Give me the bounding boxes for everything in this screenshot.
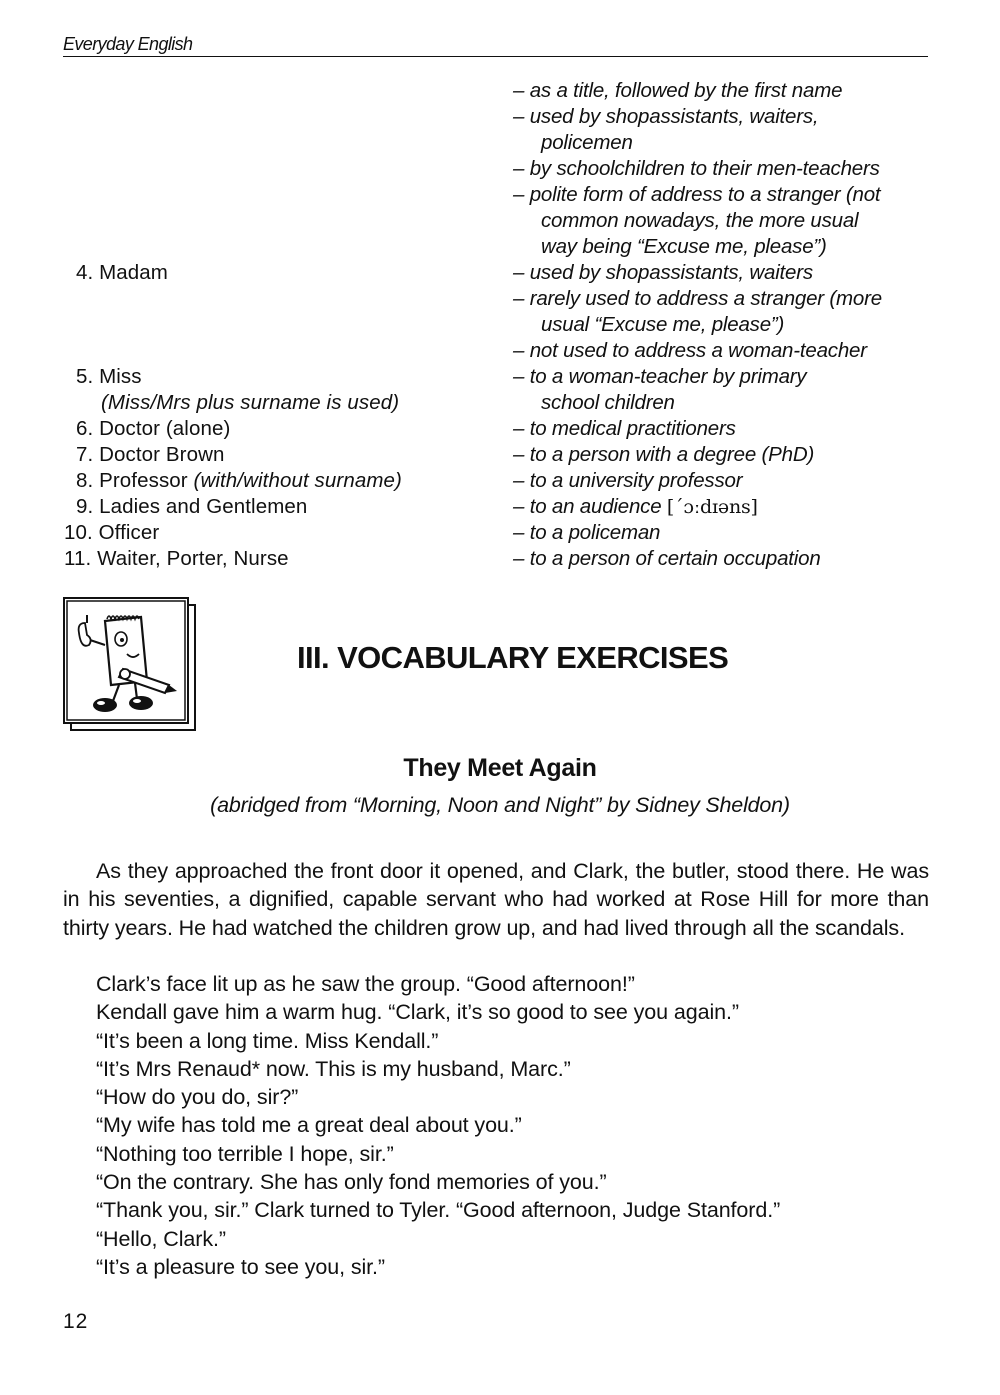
note-line: – polite form of address to a stranger (not — [513, 183, 881, 206]
note-line: – used by shopassistants, waiters, — [513, 105, 819, 128]
dialogue-line: “On the contrary. She has only fond memories of you.” — [96, 1170, 607, 1195]
story-paragraph: As they approached the front door it opened, and Clark, the butler, stood there. He was in his seventies, a dignified, capable servant who had worked at Rose Hill for more than thirty years. He had watched the children grow up, and had lived through all the scandals. — [63, 859, 929, 940]
notepad-mascot-icon — [63, 597, 189, 724]
note-text: – to an audience — [513, 495, 662, 518]
dialogue-line: “Thank you, sir.” Clark turned to Tyler. “Good afternoon, Judge Stanford.” — [96, 1198, 781, 1223]
dialogue-line: “My wife has told me a great deal about you.” — [96, 1113, 522, 1138]
note-line: – to a policeman — [513, 521, 661, 544]
note-line: common nowadays, the more usual — [541, 209, 859, 232]
notepad-mascot-icon — [65, 599, 187, 722]
dialogue-line: “It’s Mrs Renaud* now. This is my husband, Marc.” — [96, 1056, 571, 1081]
running-title: Everyday English — [63, 34, 193, 54]
address-term: 11. Waiter, Porter, Nurse — [64, 547, 289, 570]
address-term: 4. Madam — [76, 261, 168, 284]
dialogue-line: “How do you do, sir?” — [96, 1085, 299, 1110]
note-line: – to a person of certain occupation — [513, 547, 821, 570]
dialogue-line: Clark’s face lit up as he saw the group. “Good afternoon!” — [96, 972, 635, 996]
note-line: policemen — [541, 131, 633, 154]
address-term: 10. Officer — [64, 521, 160, 544]
page-number: 12 — [63, 1310, 89, 1333]
dialogue-line: “It’s been a long time. Miss Kendall.” — [96, 1028, 439, 1053]
story-title: They Meet Again — [403, 754, 597, 782]
section-title: III. VOCABULARY EXERCISES — [297, 640, 729, 675]
address-term-note: (with/without surname) — [193, 469, 402, 492]
note-line: – to a woman-teacher by primary — [513, 365, 807, 388]
note-line: way being “Excuse me, please”) — [541, 235, 827, 258]
note-line: – used by shopassistants, waiters — [513, 261, 813, 284]
dialogue-line: “Nothing too terrible I hope, sir.” — [96, 1141, 394, 1166]
note-line — [513, 494, 758, 520]
note-line: – as a title, followed by the first name — [513, 79, 843, 102]
dialogue-line: “Hello, Clark.” — [96, 1226, 226, 1251]
note-line: – to a university professor — [513, 469, 743, 492]
dialogue-list — [96, 970, 946, 1281]
note-line: – by schoolchildren to their men-teachers — [513, 157, 880, 180]
address-term: 5. Miss — [76, 365, 142, 388]
address-term-text: 8. Professor — [76, 469, 188, 492]
address-term — [76, 468, 402, 494]
address-term: 6. Doctor (alone) — [76, 417, 231, 440]
running-header — [63, 32, 928, 57]
address-term: 7. Doctor Brown — [76, 443, 225, 466]
dialogue-line: “It’s a pleasure to see you, sir.” — [96, 1254, 385, 1279]
note-line: usual “Excuse me, please”) — [541, 313, 785, 336]
note-line: – not used to address a woman-teacher — [513, 339, 867, 362]
story-source: (abridged from “Morning, Noon and Night” by Sidney Sheldon) — [210, 793, 790, 817]
note-line: school children — [541, 391, 675, 414]
note-line: – rarely used to address a stranger (more — [513, 287, 882, 310]
address-term-note: (Miss/Mrs plus surname is used) — [101, 391, 400, 414]
dialogue-line: Kendall gave him a warm hug. “Clark, it’s so good to see you again.” — [96, 1000, 739, 1025]
address-term: 9. Ladies and Gentlemen — [76, 495, 308, 518]
note-line: – to a person with a degree (PhD) — [513, 443, 815, 466]
note-line: – to medical practitioners — [513, 417, 736, 440]
phonetic-transcription: [ˊɔːdɪəns] — [666, 496, 758, 518]
